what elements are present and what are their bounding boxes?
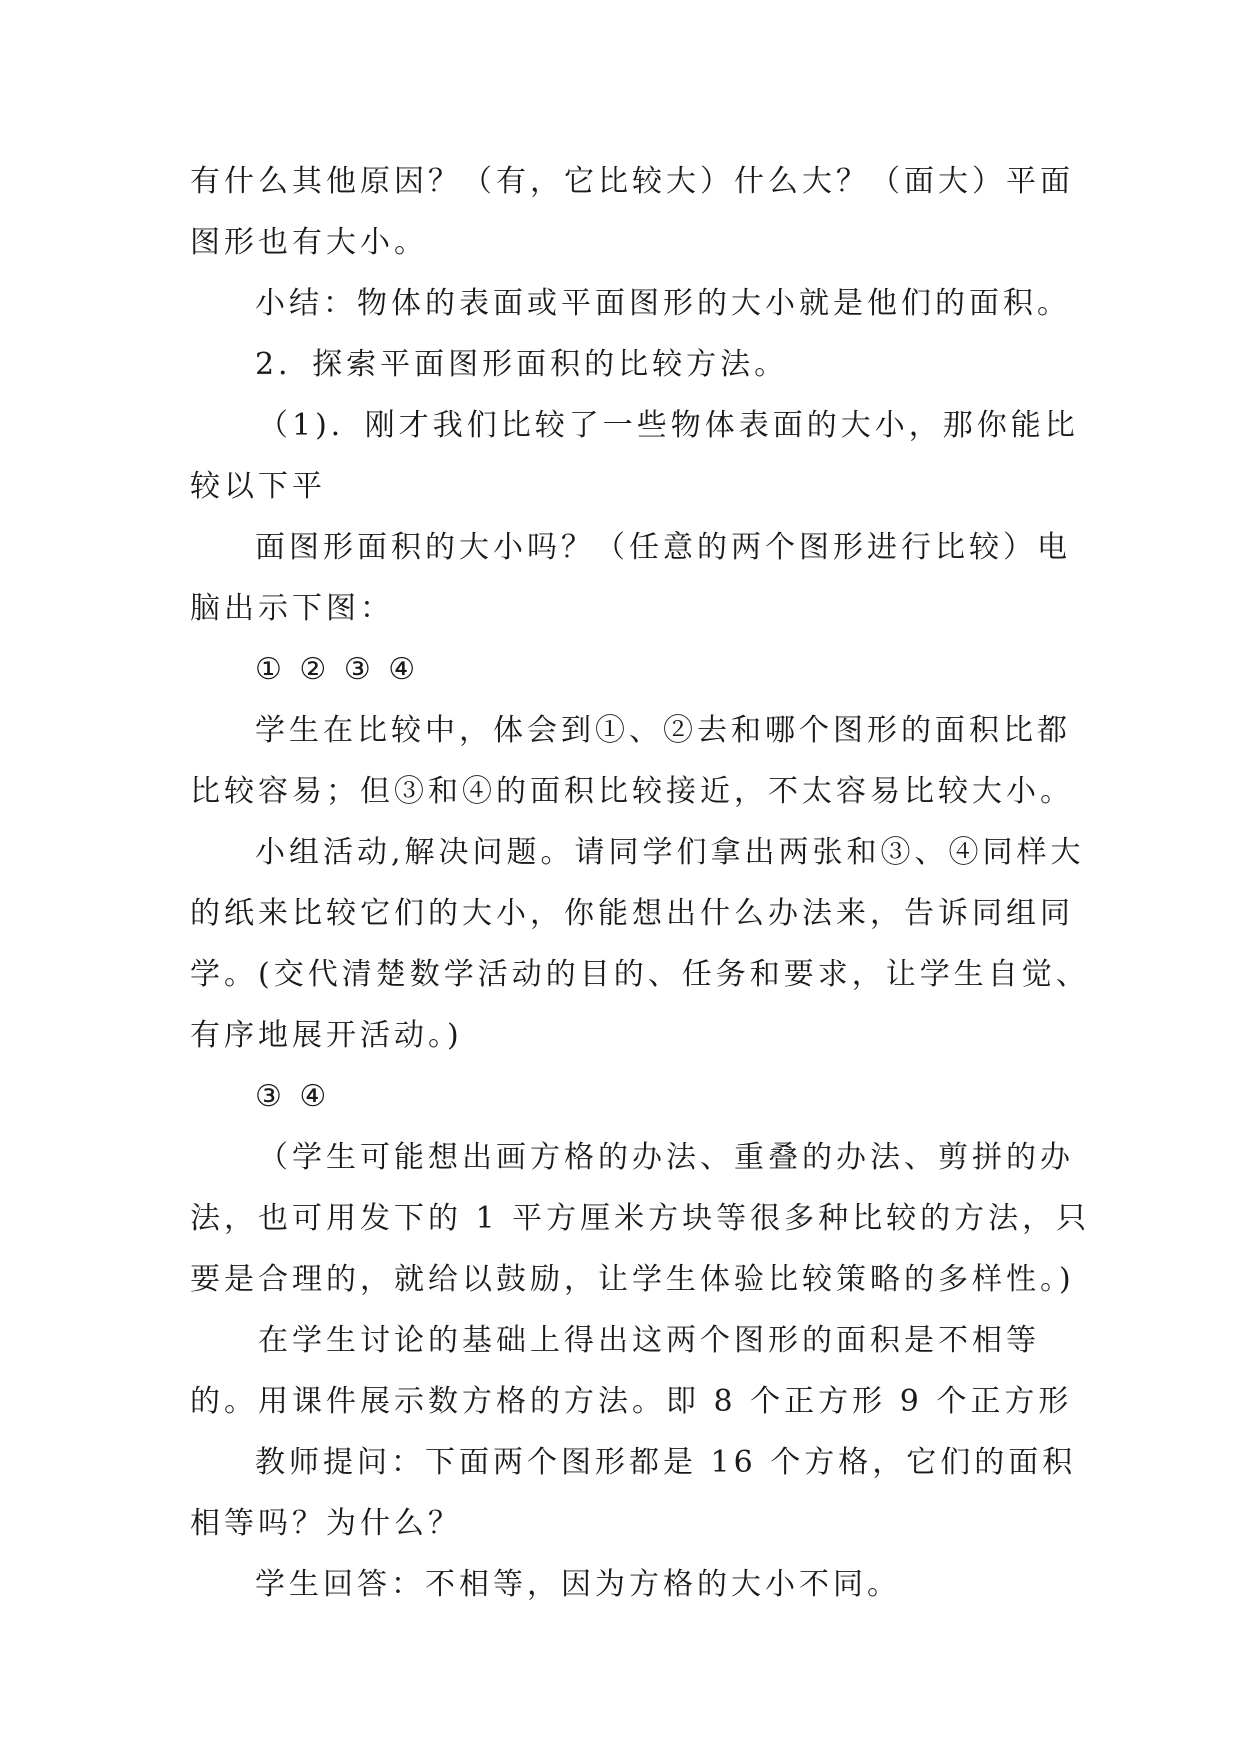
text-line: 2．探索平面图形面积的比较方法。	[255, 347, 789, 382]
text-line: 较以下平	[190, 469, 326, 504]
text-line: 学生在比较中，体会到①、②去和哪个图形的面积比都	[255, 713, 1071, 748]
text-line: 要是合理的，就给以鼓励，让学生体验比较策略的多样性。)	[190, 1262, 1075, 1297]
text-line: 学。(交代清楚数学活动的目的、任务和要求，让学生自觉、	[190, 957, 1090, 992]
text-line: 法，也可用发下的 1 平方厘米方块等很多种比较的方法，只	[190, 1201, 1091, 1236]
text-line: 脑出示下图：	[190, 591, 394, 626]
text-line: 在学生讨论的基础上得出这两个图形的面积是不相等	[258, 1323, 1040, 1358]
text-line: 的纸来比较它们的大小，你能想出什么办法来，告诉同组同	[190, 896, 1074, 931]
text-line: 学生回答：不相等，因为方格的大小不同。	[255, 1567, 901, 1602]
text-line: 面图形面积的大小吗？（任意的两个图形进行比较）电	[255, 530, 1071, 565]
text-line: 图形也有大小。	[190, 225, 428, 260]
text-line: 有序地展开活动。)	[190, 1018, 463, 1053]
figure-labels: ③ ④	[255, 1079, 331, 1114]
text-line: （学生可能想出画方格的办法、重叠的办法、剪拼的办	[258, 1140, 1074, 1175]
text-line: 有什么其他原因？（有，它比较大）什么大？（面大）平面	[190, 164, 1074, 199]
text-line: 小组活动,解决问题。请同学们拿出两张和③、④同样大	[255, 835, 1085, 870]
text-line: 相等吗？为什么？	[190, 1506, 462, 1541]
text-line: 比较容易；但③和④的面积比较接近，不太容易比较大小。	[190, 774, 1074, 809]
text-line: （1)．刚才我们比较了一些物体表面的大小，那你能比	[258, 408, 1079, 443]
text-line: 教师提问：下面两个图形都是 16 个方格，它们的面积	[255, 1445, 1077, 1480]
text-line: 的。用课件展示数方格的方法。即 8 个正方形 9 个正方形	[190, 1384, 1073, 1419]
figure-labels: ① ② ③ ④	[255, 652, 420, 687]
text-line: 小结：物体的表面或平面图形的大小就是他们的面积。	[255, 286, 1071, 321]
